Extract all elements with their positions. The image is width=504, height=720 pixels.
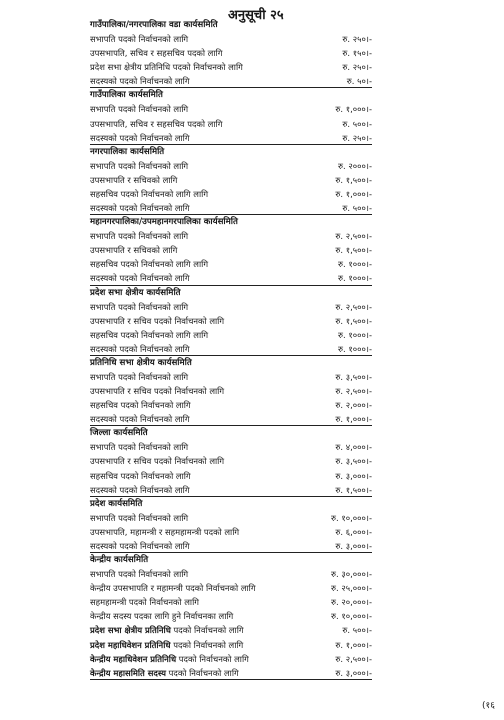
fee-row-label-rest: पदको निर्वाचनको लागि <box>170 625 244 636</box>
fee-row-label <box>90 623 244 637</box>
fee-row-amount: रु. १,०००।- <box>335 188 372 199</box>
section-heading: प्रदेश कार्यसमिति <box>90 498 143 509</box>
fee-row-label: सदस्यको पदको निर्वाचनको लागि <box>90 273 190 284</box>
section-heading: महानगरपालिका/उपमहानगरपालिका कार्यसमिति <box>90 217 238 228</box>
fee-row-label: सहमहामन्त्री पदको निर्वाचनको लागि <box>90 597 199 608</box>
fee-row-amount: रु. २५०।- <box>342 34 372 44</box>
fee-row-label-rest: पदको निर्वाचनको लागि <box>165 667 239 678</box>
fee-row <box>90 342 372 356</box>
section-heading: केन्द्रीय कार्यसमिति <box>90 555 149 565</box>
fee-row-label: उपसभापति र सचिव पदको निर्वाचनको लागि <box>90 386 225 396</box>
fee-row <box>90 539 372 553</box>
fee-row-label: सदस्यको पदको निर्वाचनको लागि <box>90 132 190 143</box>
fee-row-label: उपसभापति र सचिव पदको निर्वाचनको लागि <box>90 456 225 467</box>
fee-row-label: सहसचिव पदको निर्वाचनको लागि <box>90 470 191 481</box>
fee-row <box>90 257 372 271</box>
fee-row-label: उपसभापति र सचिवको लागि <box>90 245 178 256</box>
fee-row-amount: रु. ५००।- <box>342 118 372 129</box>
fee-row <box>90 454 372 468</box>
fee-row-label: सभापति पदको निर्वाचनको लागि <box>90 160 189 171</box>
fee-row-label: सभापति पदको निर्वाचनको लागि <box>90 301 189 312</box>
fee-row-label: सहसचिव पदको निर्वाचनको लागि लागि <box>90 259 209 270</box>
fee-row-label <box>90 666 239 680</box>
fee-row-amount: रु. १०००।- <box>338 343 372 354</box>
section-divider <box>90 679 372 680</box>
fee-row-label: सभापति पदको निर्वाचनको लागि <box>90 34 189 44</box>
fee-row-amount: रु. २,०००।- <box>335 400 372 411</box>
fee-row-label: सभापति पदको निर्वाचनको लागि <box>90 371 189 382</box>
page-number: (१६ <box>482 701 495 711</box>
fee-row-label: सदस्यको पदको निर्वाचनको लागि <box>90 414 190 425</box>
fee-row <box>90 201 372 215</box>
fee-row-label: केन्द्रीय सदस्य पदका लागि हुने निर्वाचनका लागि <box>90 611 234 622</box>
fee-row-label-bold: प्रदेश सभा क्षेत्रीय प्रतिनिधि <box>90 625 171 636</box>
fee-row-amount: रु. १,०००।- <box>335 414 372 425</box>
section-heading: प्रतिनिधि सभा क्षेत्रीय कार्यसमिति <box>90 357 192 368</box>
fee-row-amount: रु. २५०।- <box>342 62 372 73</box>
fee-row-amount: रु. ६,०००।- <box>335 526 372 537</box>
fee-row-amount: रु. ३,०००।- <box>335 667 372 678</box>
fee-row-amount: रु. १०,०००।- <box>331 611 372 622</box>
fee-row-amount: रु. ३,५००।- <box>335 371 372 382</box>
fee-row-amount: रु. १,५००।- <box>335 484 372 495</box>
fee-row <box>90 398 372 412</box>
fee-row-label: सदस्यको पदको निर्वाचनको लागि <box>90 484 190 495</box>
fee-row-label: सदस्यको पदको निर्वाचनको लागि <box>90 540 190 551</box>
fee-row-label: सहसचिव पदको निर्वाचनको लागि लागि <box>90 329 209 340</box>
fee-row-amount: रु. २०,०००।- <box>331 597 372 608</box>
fee-row-label-bold: प्रदेश महाधिवेशन प्रतिनिधि <box>90 639 171 650</box>
fee-row-amount: रु. १०००।- <box>338 259 372 270</box>
fee-row-amount: रु. १,०००।- <box>335 104 372 115</box>
fee-row-label: उपसभापति, सचिव र सहसचिव पदको लागि <box>90 118 223 129</box>
fee-row <box>90 117 372 131</box>
fee-row-label <box>90 652 249 666</box>
fee-row <box>90 525 372 539</box>
fee-row-amount: रु. २,५००।- <box>335 231 372 242</box>
fee-row <box>90 60 372 74</box>
fee-row-label: सदस्यको पदको निर्वाचनको लागि <box>90 343 190 354</box>
fee-row-amount: रु. ३,५००।- <box>335 456 372 467</box>
fee-row <box>90 159 372 173</box>
fee-row <box>90 384 372 398</box>
section-heading: गाउँपालिका कार्यसमिति <box>90 90 163 101</box>
section-heading: गाउँपालिका/नगरपालिका वडा कार्यसमिति <box>90 20 218 30</box>
fee-row <box>90 581 372 595</box>
fee-row <box>90 32 372 46</box>
fee-row-label: उपसभापति, सचिव र सहसचिव पदको लागि <box>90 48 223 59</box>
fee-row-amount: रु. २,५००।- <box>335 653 372 664</box>
fee-row-amount: रु. ३,०००।- <box>335 470 372 481</box>
fee-row-label: उपसभापति, महामन्त्री र सहमहामन्त्री पदको लागि <box>90 526 240 537</box>
fee-row-amount: रु. १०००।- <box>338 329 372 340</box>
fee-row-label: सभापति पदको निर्वाचनको लागि <box>90 231 189 242</box>
fee-row-amount: रु. ३,०००।- <box>335 540 372 551</box>
fee-row-amount: रु. १५०।- <box>342 48 372 59</box>
fee-row-label: सहसचिव पदको निर्वाचनको लागि लागि <box>90 188 209 199</box>
fee-row-amount: रु. २०००।- <box>338 160 372 171</box>
fee-row <box>90 469 372 483</box>
fee-row-amount: रु. ३०,०००।- <box>331 569 372 579</box>
fee-row-amount: रु. १,०००।- <box>335 639 372 650</box>
fee-row-amount: रु. १०००।- <box>338 273 372 284</box>
fee-row <box>90 328 372 342</box>
fee-row-label-bold: केन्द्रीय महासमिति सदस्य <box>90 667 166 678</box>
section-heading: जिल्ला कार्यसमिति <box>90 428 148 439</box>
fee-row <box>90 483 372 497</box>
fee-row <box>90 271 372 285</box>
fee-row-label-rest: पदको निर्वाचनको लागि <box>176 653 249 664</box>
fee-row <box>90 131 372 145</box>
fee-row <box>90 370 372 384</box>
fee-row <box>90 300 372 314</box>
fee-row-label: प्रदेश सभा क्षेत्रीय प्रतिनिधि पदको निर्वाचनको लागि <box>90 62 243 73</box>
fee-row <box>90 74 372 88</box>
fee-row <box>90 567 372 581</box>
section-heading: नगरपालिका कार्यसमिति <box>90 146 165 157</box>
fee-row <box>90 46 372 60</box>
fee-row <box>90 314 372 328</box>
fee-row-amount: रु. १,५००।- <box>335 245 372 256</box>
fee-row-label: उपसभापति र सचिवको लागि <box>90 174 178 185</box>
fee-row <box>90 623 372 637</box>
fee-row <box>90 187 372 201</box>
fee-row <box>90 609 372 623</box>
fee-row-amount: रु. ५०।- <box>346 76 372 87</box>
fee-row-label: सदस्यको पदको निर्वाचनको लागि <box>90 76 190 87</box>
fee-row-label: सभापति पदको निर्वाचनको लागि <box>90 442 189 453</box>
fee-row-label: सभापति पदको निर्वाचनको लागि <box>90 569 189 579</box>
fee-row-amount: रु. ५००।- <box>342 203 372 213</box>
fee-row <box>90 511 372 525</box>
fee-row-amount: रु. २५०।- <box>342 132 372 143</box>
fee-row-amount: रु. १,५००।- <box>335 315 372 326</box>
fee-row-amount: रु. ४,०००।- <box>335 442 372 453</box>
fee-row-amount: रु. २,५००।- <box>335 301 372 312</box>
fee-row-amount: रु. २५,०००।- <box>331 583 372 594</box>
fee-row-amount: रु. १,५००।- <box>335 174 372 185</box>
fee-row-amount: रु. ५००।- <box>342 625 372 636</box>
fee-row-label-bold: केन्द्रीय महाधिवेशन प्रतिनिधि <box>90 653 177 664</box>
fee-row <box>90 638 372 652</box>
fee-row <box>90 595 372 609</box>
fee-row <box>90 666 372 680</box>
fee-row-label: उपसभापति र सचिव पदको निर्वाचनको लागि <box>90 315 225 326</box>
page-title: अनुसूची २५ <box>228 8 284 23</box>
fee-row-label-rest: पदको निर्वाचनको लागि <box>170 639 244 650</box>
fee-row <box>90 440 372 454</box>
fee-row <box>90 652 372 666</box>
fee-row <box>90 243 372 257</box>
fee-row <box>90 173 372 187</box>
fee-row-label: सहसचिव पदको निर्वाचनको लागि <box>90 400 191 411</box>
fee-row-label: सदस्यको पदको निर्वाचनको लागि <box>90 203 190 213</box>
fee-row-label: सभापति पदको निर्वाचनको लागि <box>90 104 189 115</box>
section-heading: प्रदेश सभा क्षेत्रीय कार्यसमिति <box>90 287 181 298</box>
fee-row <box>90 412 372 426</box>
fee-row <box>90 102 372 116</box>
fee-row-amount: रु. २,५००।- <box>335 386 372 396</box>
fee-row-label: सभापति पदको निर्वाचनको लागि <box>90 512 189 523</box>
fee-row-label <box>90 638 243 652</box>
fee-row-amount: रु. १०,०००।- <box>331 512 372 523</box>
fee-row <box>90 229 372 243</box>
fee-row-label: केन्द्रीय उपसभापति र महामन्त्री पदको निर्वाचनको लागि <box>90 583 256 594</box>
